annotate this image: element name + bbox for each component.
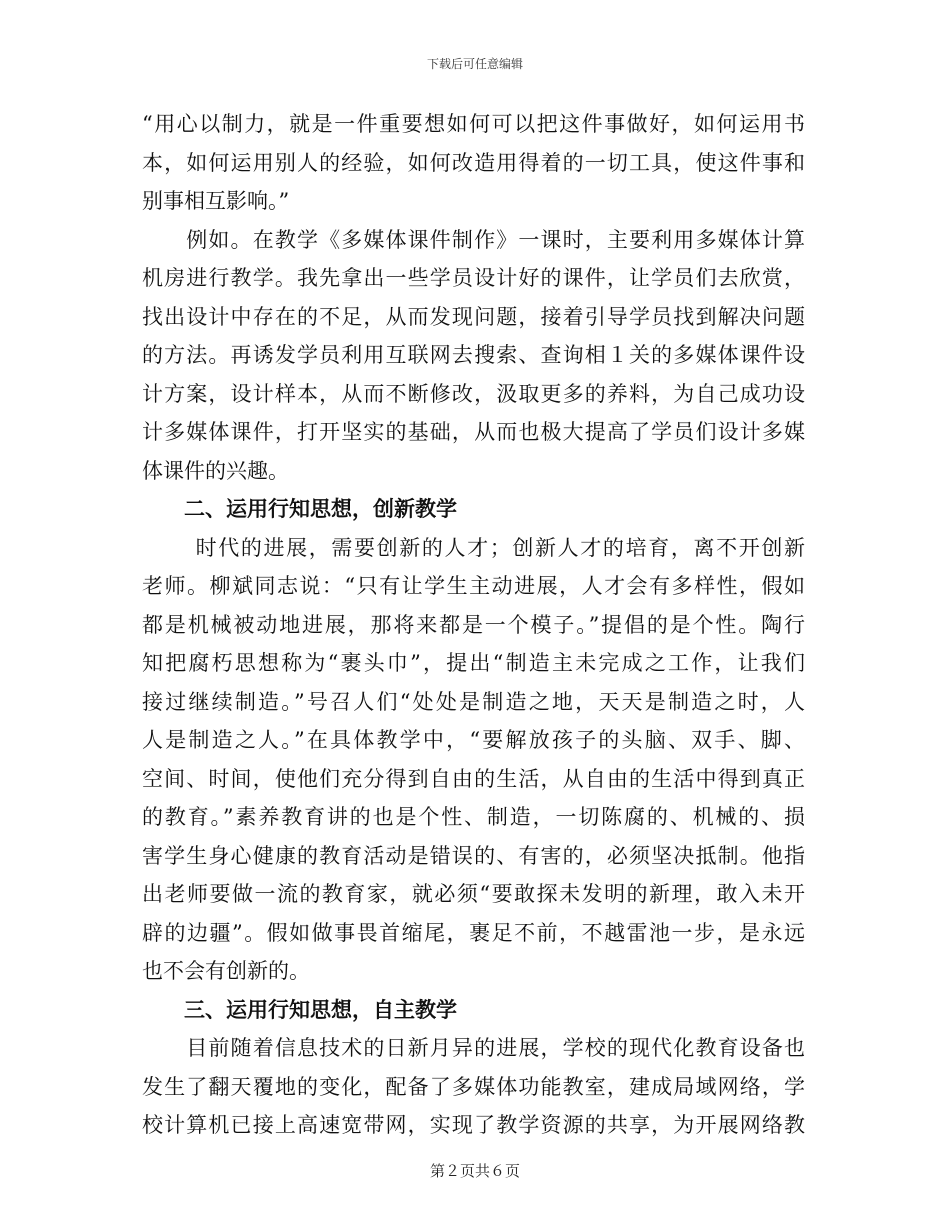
paragraph [142, 221, 805, 491]
text-line: 本，如何运用别人的经验，如何改造用得着的一切工具，使这件事和 [142, 150, 805, 175]
document-body [142, 105, 805, 1145]
text-line: 的方法。再诱发学员利用互联网去搜索、查询相１关的多媒体课件设 [142, 343, 805, 367]
page-footer: 第２页共６页 [429, 1162, 520, 1180]
text-line: 时代的进展，需要创新的人才；创新人才的培育，离不开创新 [142, 535, 805, 560]
text-line: 找出设计中存在的不足，从而发现问题，接着引导学员找到解决问题 [142, 304, 805, 329]
paragraph [142, 105, 805, 221]
text-line: 机房进行教学。我先拿出一些学员设计好的课件，让学员们去欣赏， [142, 266, 805, 290]
text-line: 都是机械被动地进展，那将来都是一个模子。”提倡的是个性。陶行 [142, 612, 805, 637]
text-line: 空间、时间，使他们充分得到自由的生活，从自由的生活中得到真正 [142, 766, 805, 791]
text-line: 人是制造之人。”在具体教学中，“要解放孩子的头脑、双手、脚、 [142, 728, 805, 752]
paragraph [142, 1029, 805, 1145]
page-header: 下载后可任意编辑 [426, 57, 523, 71]
text-line: 老师。柳斌同志说：“只有让学生主动进展，人才会有多样性，假如 [142, 574, 805, 598]
text-line: 校计算机已接上高速宽带网，实现了教学资源的共享，为开展网络教 [142, 1113, 805, 1137]
section-heading: 三、运用行知思想，自主教学 [184, 996, 457, 1022]
paragraph [142, 529, 805, 991]
text-line: 也不会有创新的。 [142, 959, 310, 983]
text-line: 别事相互影响。” [142, 189, 290, 213]
text-line: 目前随着信息技术的日新月异的进展，学校的现代化教育设备也 [142, 1036, 805, 1060]
text-line: 接过继续制造。”号召人们“处处是制造之地，天天是制造之时，人 [142, 689, 805, 714]
text-line: 例如。在教学《多媒体课件制作》一课时，主要利用多媒体计算 [142, 227, 805, 252]
text-line: “用心以制力，就是一件重要想如何可以把这件事做好，如何运用书 [142, 112, 805, 136]
text-line: 计方案，设计样本，从而不断修改，汲取更多的养料，为自己成功设 [142, 381, 805, 406]
section-heading: 二、运用行知思想，创新教学 [184, 496, 457, 521]
text-line: 计多媒体课件，打开坚实的基础，从而也极大提高了学员们设计多媒 [142, 420, 805, 444]
text-line: 辟的边疆”。假如做事畏首缩尾，裹足不前，不越雷池一步，是永远 [142, 920, 805, 945]
text-line: 的教育。”素养教育讲的也是个性、制造，一切陈腐的、机械的、损 [142, 805, 805, 829]
text-line: 体课件的兴趣。 [142, 458, 289, 483]
text-line: 发生了翻天覆地的变化，配备了多媒体功能教室，建成局域网络，学 [142, 1074, 805, 1099]
text-line: 知把腐朽思想称为“裹头巾”，提出“制造主未完成之工作，让我们 [142, 651, 805, 675]
text-line: 出老师要做一流的教育家，就必须“要敢探未发明的新理，敢入未开 [142, 882, 805, 906]
text-line: 害学生身心健康的教育活动是错误的、有害的，必须坚决抵制。他指 [142, 843, 805, 868]
